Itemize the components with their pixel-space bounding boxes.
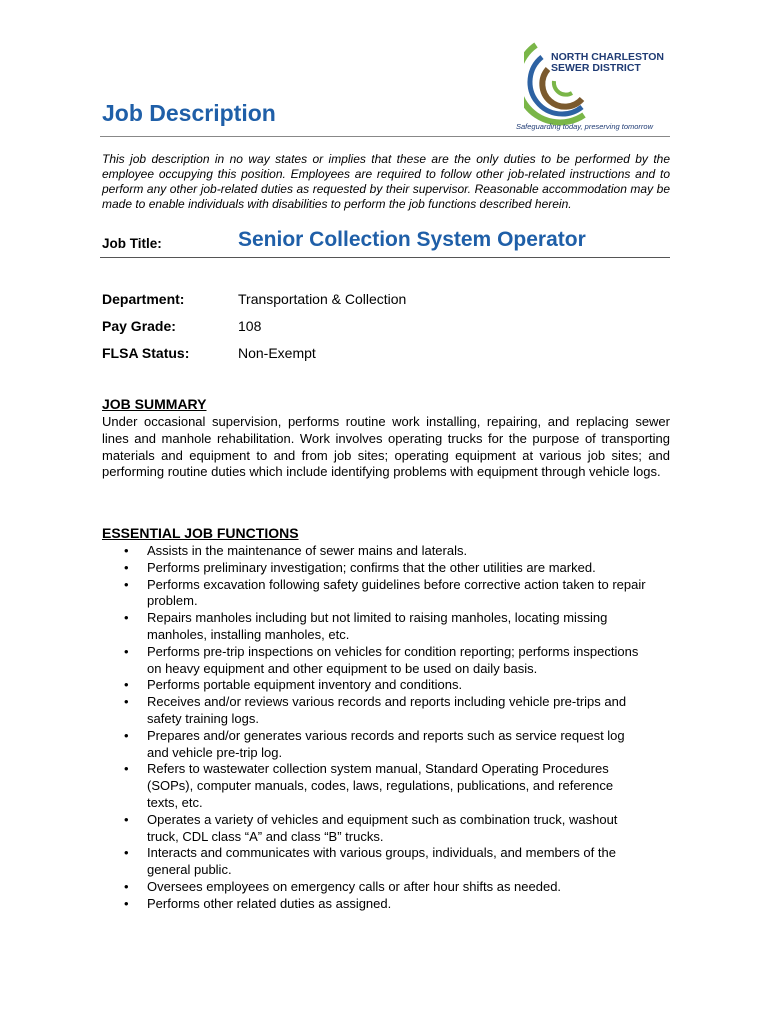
department-value: Transportation & Collection — [238, 291, 407, 307]
bullet-icon: • — [124, 677, 129, 693]
bullet-icon: • — [124, 576, 129, 592]
bullet-icon: • — [124, 559, 129, 575]
list-item-text: Performs other related duties as assigned. — [147, 895, 392, 911]
bullet-icon: • — [124, 878, 129, 894]
list-item — [102, 879, 647, 896]
logo-name-line2: SEWER DISTRICT — [551, 62, 641, 74]
bullet-icon: • — [124, 761, 129, 777]
list-item — [102, 677, 647, 694]
list-item-text: Operates a variety of vehicles and equipment such as combination truck, washout truck, CDL class “A” and class “B” trucks. — [147, 811, 618, 844]
list-item — [102, 896, 647, 913]
list-item — [102, 694, 647, 728]
list-item — [102, 610, 647, 644]
list-item — [102, 543, 647, 560]
list-item — [102, 577, 647, 611]
list-item-text: Performs portable equipment inventory and conditions. — [147, 677, 463, 693]
list-item-text: Receives and/or reviews various records and reports including vehicle pre-trips and safety training logs. — [147, 694, 627, 726]
job-summary-text: Under occasional supervision, performs routine work installing, repairing, and replacing sewer lines and manhole rehabilitation. Work involves operating trucks for the purpose of transporting materials and equipment to and from job sites; operating equipment at various job sites; and performing routine duties which include identifying problems with equipment through vehicle logs. — [102, 414, 670, 480]
list-item-text: Assists in the maintenance of sewer mains and laterals. — [147, 543, 468, 558]
flsa-status-value: Non-Exempt — [238, 345, 316, 361]
bullet-icon: • — [124, 727, 129, 743]
bullet-icon: • — [124, 694, 129, 710]
department-label: Department: — [102, 291, 185, 307]
page-title: Job Description — [102, 100, 276, 126]
flsa-status-label: FLSA Status: — [102, 345, 190, 361]
job-title-label: Job Title: — [102, 236, 162, 251]
logo-name — [551, 52, 676, 74]
bullet-icon: • — [124, 543, 129, 558]
list-item — [102, 845, 647, 879]
job-summary-heading: JOB SUMMARY — [102, 396, 207, 412]
disclaimer-text: This job description in no way states or implies that these are the only duties to be performed by the employee occupying this position. Employees are required to follow other job-related instructions and to perform any other job-related duties as requested by their supervisor. Reasonable accommodation may be made to enable individuals with disabilities to perform the job functions described herein. — [102, 152, 670, 211]
list-item-text: Interacts and communicates with various groups, individuals, and members of the general public. — [147, 845, 616, 878]
list-item — [102, 761, 647, 811]
essential-functions-list — [102, 543, 670, 913]
logo-name-line1: NORTH CHARLESTON — [551, 51, 664, 63]
list-item-text: Performs pre-trip inspections on vehicles for condition reporting; performs inspections on heavy equipment and other equipment to be used on daily basis. — [147, 643, 639, 676]
job-title-value: Senior Collection System Operator — [238, 228, 586, 251]
list-item-text: Performs excavation following safety guidelines before corrective action taken to repair problem. — [147, 576, 646, 609]
logo-tagline: Safeguarding today, preserving tomorrow — [516, 122, 654, 131]
bullet-icon: • — [124, 811, 129, 827]
bullet-icon: • — [124, 895, 129, 911]
job-title-divider — [100, 257, 670, 258]
pay-grade-value: 108 — [238, 318, 262, 334]
list-item — [102, 728, 647, 762]
list-item — [102, 812, 647, 846]
list-item-text: Oversees employees on emergency calls or after hour shifts as needed. — [147, 878, 562, 894]
list-item-text: Performs preliminary investigation; confirms that the other utilities are marked. — [147, 559, 596, 575]
pay-grade-label: Pay Grade: — [102, 318, 176, 334]
list-item — [102, 560, 647, 577]
list-item-text: Prepares and/or generates various records and reports such as service request log and vehicle pre-trip log. — [147, 727, 625, 760]
header-divider — [100, 136, 670, 137]
bullet-icon: • — [124, 610, 129, 626]
list-item-text: Repairs manholes including but not limited to raising manholes, locating missing manholes, installing manholes, etc. — [147, 610, 608, 642]
essential-functions-heading: ESSENTIAL JOB FUNCTIONS — [102, 525, 299, 541]
list-item — [102, 644, 647, 678]
bullet-icon: • — [124, 643, 129, 659]
list-item-text: Refers to wastewater collection system manual, Standard Operating Procedures (SOPs), computer manuals, codes, laws, regulations, publications, and reference texts, etc. — [147, 761, 614, 810]
bullet-icon: • — [124, 845, 129, 861]
